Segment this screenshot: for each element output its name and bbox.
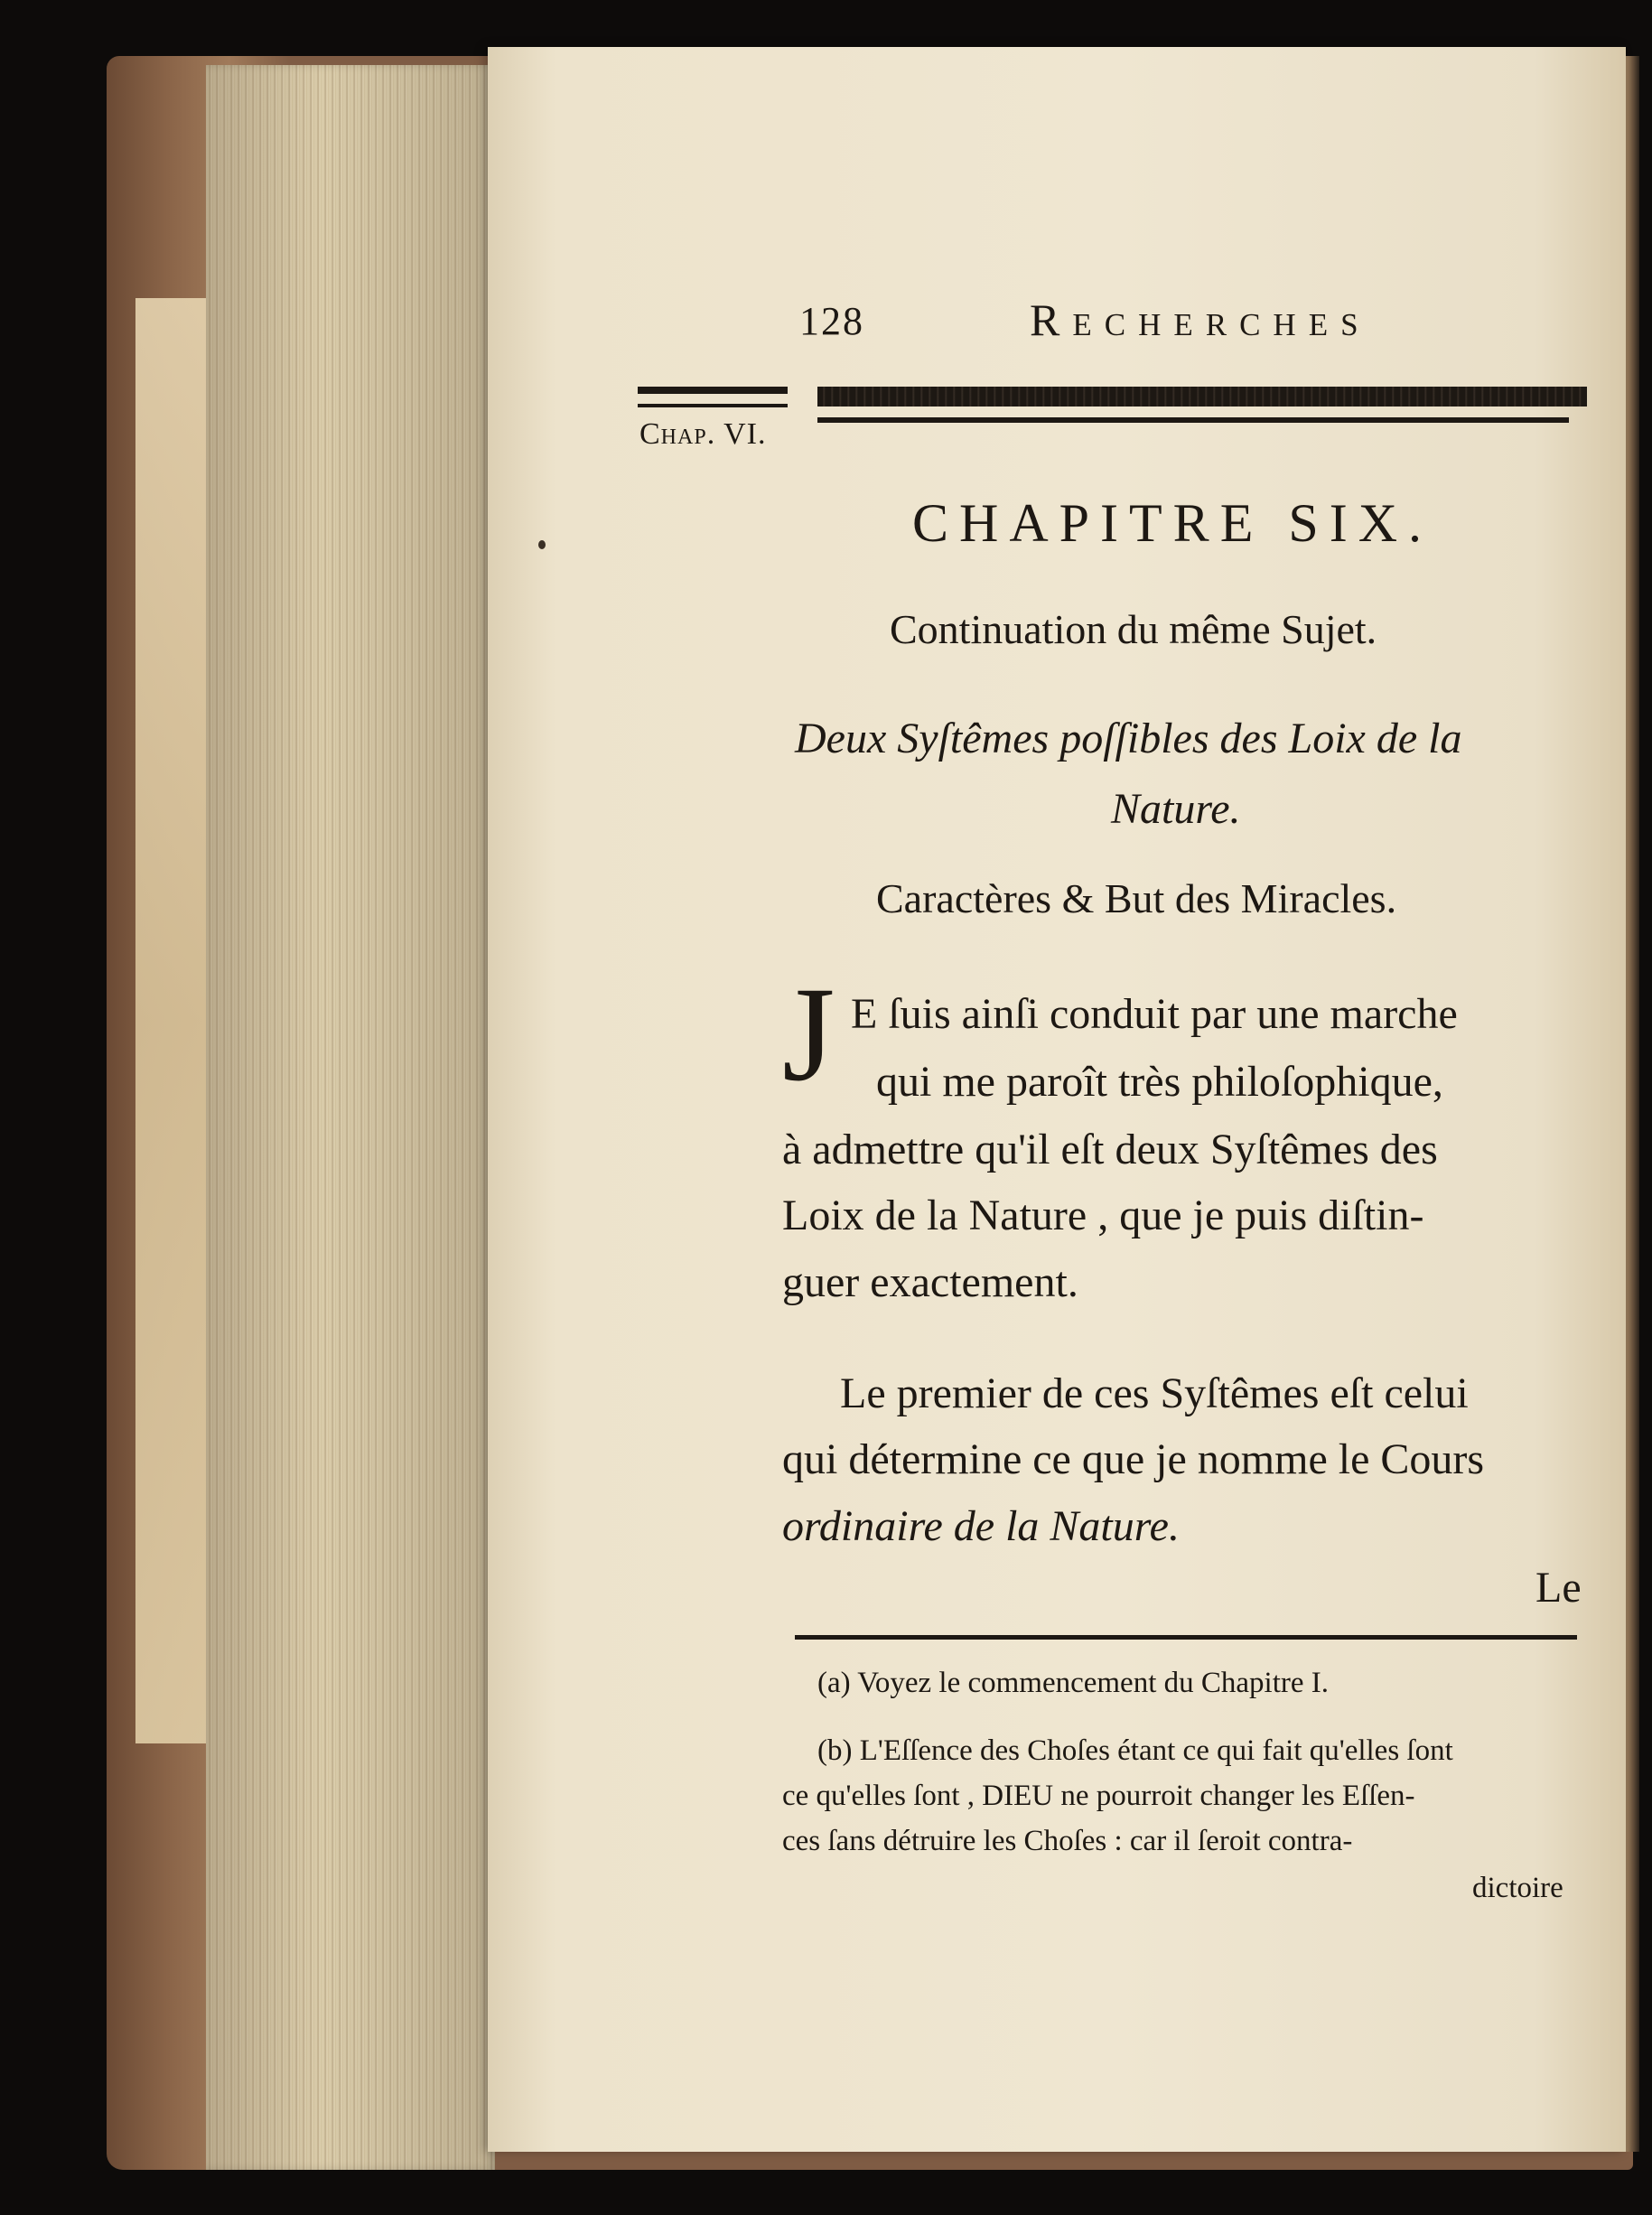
paragraph-1-line-5: guer exactement. <box>782 1258 1078 1306</box>
paragraph-1-line-2: qui me paroît très philoſophique, <box>876 1058 1443 1106</box>
margin-rule-bottom <box>638 404 788 407</box>
paragraph-2-line-3: ordinaire de la Nature. <box>782 1502 1180 1550</box>
running-title: Recherches <box>1030 294 1371 345</box>
chapter-title: CHAPITRE SIX. <box>912 493 1433 553</box>
paragraph-2-line-2: qui détermine ce que je nomme le Cours <box>782 1435 1485 1483</box>
ornamental-rule <box>817 387 1587 407</box>
footnote-a: (a) Voyez le commencement du Chapitre I. <box>817 1667 1329 1699</box>
paragraph-1-line-3: à admettre qu'il eſt deux Syſtêmes des <box>782 1126 1438 1173</box>
ink-speck <box>538 540 546 549</box>
chapter-margin-label: Chap. VI. <box>639 417 767 451</box>
chapter-summary-line-1: Deux Syſtêmes poſſibles des Loix de la <box>795 715 1462 762</box>
page-number: 128 <box>799 299 864 343</box>
chapter-summary-line-2: Nature. <box>1111 785 1241 833</box>
thin-rule <box>817 417 1569 423</box>
footnote-b-line-3: ces ſans détruire les Choſes : car il ſeroit contra- <box>782 1825 1353 1857</box>
page-edges-shading <box>206 65 495 2170</box>
footnote-rule <box>795 1635 1577 1640</box>
paragraph-1-line-4: Loix de la Nature , que je puis diſtin- <box>782 1192 1424 1239</box>
drop-cap: J <box>782 959 835 1109</box>
footnote-catchword: dictoire <box>1472 1872 1563 1904</box>
paragraph-2-line-1: Le premier de ces Syſtêmes eſt celui <box>840 1369 1469 1417</box>
margin-rule-top <box>638 387 788 394</box>
chapter-summary-line-3: Caractères & But des Miracles. <box>876 875 1397 921</box>
footnote-b-line-1: (b) L'Eſſence des Choſes étant ce qui fait qu'elles ſont <box>817 1734 1453 1767</box>
catchword: Le <box>1535 1564 1582 1612</box>
chapter-subtitle: Continuation du même Sujet. <box>890 606 1377 652</box>
footnote-b-line-2: ce qu'elles ſont , DIEU ne pourroit changer les Eſſen- <box>782 1780 1415 1812</box>
paragraph-1-line-1: E ſuis ainſi conduit par une marche <box>851 990 1458 1038</box>
